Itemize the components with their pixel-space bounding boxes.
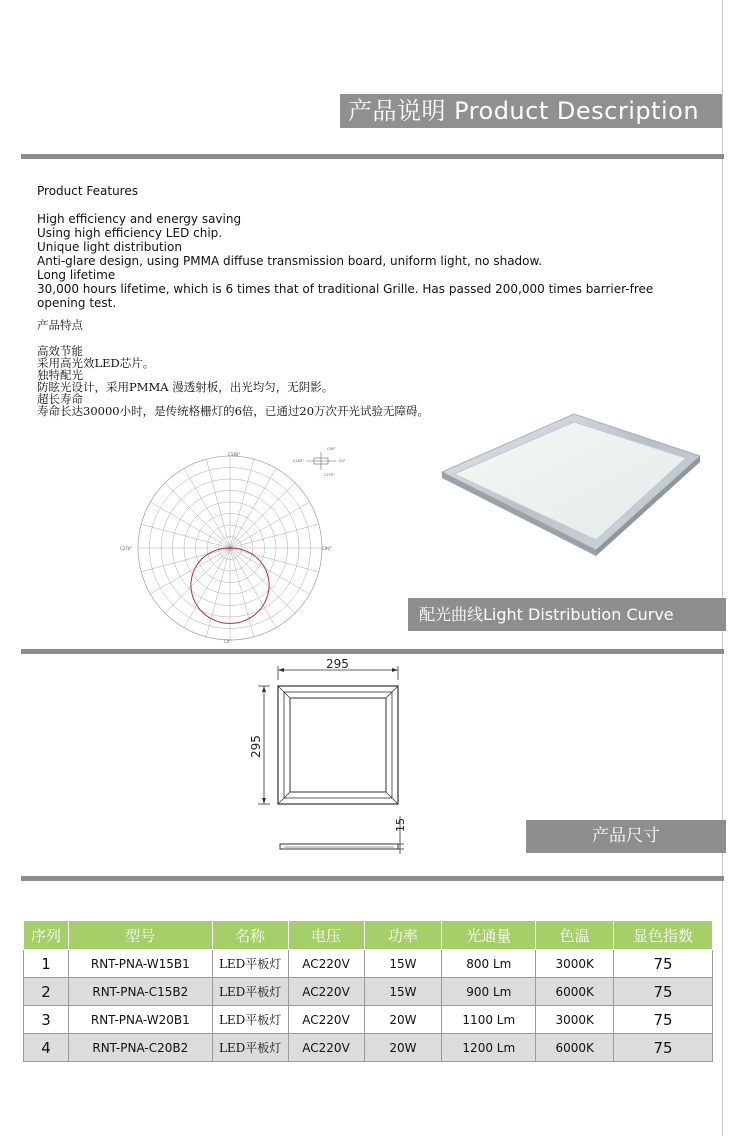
cell-model: RNT-PNA-W20B1 (68, 1006, 212, 1034)
polar-spoke (230, 502, 310, 548)
col-header: 色温 (536, 921, 614, 950)
cell-power: 15W (364, 978, 442, 1006)
cell-model: RNT-PNA-W15B1 (68, 950, 212, 978)
product-size-label: 产品尺寸 (526, 820, 726, 853)
polar-label-left: C270° (120, 546, 133, 551)
cell-cct: 6000K (536, 1034, 614, 1062)
legend-label-top: C90° (327, 447, 336, 451)
table-row (24, 1006, 713, 1034)
polar-spoke (150, 502, 230, 548)
cell-power: 20W (364, 1006, 442, 1034)
cell-cri: 75 (614, 1034, 713, 1062)
cell-name: LED平板灯 (212, 1006, 288, 1034)
legend-label-bottom: C270° (324, 473, 335, 477)
feature-line: High efficiency and energy saving (37, 212, 242, 226)
polar-spoke (230, 548, 319, 572)
feature-cn-line: 高效节能 (37, 344, 83, 358)
col-header: 名称 (212, 921, 288, 950)
cell-seq: 4 (24, 1034, 69, 1062)
col-header: 电压 (288, 921, 364, 950)
polar-spoke (230, 459, 254, 548)
features-cn (37, 319, 497, 417)
divider (21, 649, 724, 654)
cell-power: 15W (364, 950, 442, 978)
cell-cri: 75 (614, 950, 713, 978)
polar-spoke (230, 548, 310, 594)
cell-cri: 75 (614, 1006, 713, 1034)
feature-cn-line: 采用高光效LED芯片。 (37, 356, 155, 370)
polar-distribution-chart (120, 440, 390, 650)
cell-cct: 3000K (536, 950, 614, 978)
cell-name: LED平板灯 (212, 1034, 288, 1062)
feature-cn-line: 超长寿命 (37, 392, 83, 406)
spec-table (23, 920, 713, 1062)
cell-name: LED平板灯 (212, 950, 288, 978)
cell-voltage: AC220V (288, 978, 364, 1006)
feature-cn-line: 寿命长达30000小时，是传统格栅灯的6倍，已通过20万次开光试验无障碍。 (37, 404, 430, 418)
cell-model: RNT-PNA-C15B2 (68, 978, 212, 1006)
cell-cri: 75 (614, 978, 713, 1006)
cell-seq: 3 (24, 1006, 69, 1034)
cell-flux: 1100 Lm (442, 1006, 536, 1034)
feature-line: Long lifetime (37, 268, 116, 282)
cell-power: 20W (364, 1034, 442, 1062)
cell-voltage: AC220V (288, 1034, 364, 1062)
col-header: 序列 (24, 921, 69, 950)
col-header: 功率 (364, 921, 442, 950)
polar-spoke (230, 468, 276, 548)
feature-cn-line: 防眩光设计，采用PMMA 漫透射板，出光均匀，无阴影。 (37, 380, 334, 394)
cell-flux: 900 Lm (442, 978, 536, 1006)
panel-light-photo (430, 384, 706, 590)
table-header-row (24, 921, 713, 950)
cell-cct: 3000K (536, 1006, 614, 1034)
polar-spoke (165, 483, 230, 548)
feature-line: Unique light distribution (37, 240, 182, 254)
feature-line: Anti-glare design, using PMMA diffuse transmission board, uniform light, no shadow. (37, 254, 543, 268)
cell-model: RNT-PNA-C20B2 (68, 1034, 212, 1062)
feature-line: Using high efficiency LED chip. (37, 226, 223, 240)
col-header: 型号 (68, 921, 212, 950)
polar-spoke (141, 524, 230, 548)
cell-name: LED平板灯 (212, 978, 288, 1006)
table-row (24, 950, 713, 978)
polar-spoke (230, 548, 295, 613)
cell-flux: 1200 Lm (442, 1034, 536, 1062)
polar-label-bottom: C0° (224, 639, 232, 644)
legend-label-right: C0° (339, 459, 346, 463)
polar-spoke (184, 468, 230, 548)
divider (21, 876, 724, 881)
cell-voltage: AC220V (288, 950, 364, 978)
polar-spoke (230, 483, 295, 548)
col-header: 显色指数 (614, 921, 713, 950)
cell-seq: 1 (24, 950, 69, 978)
polar-label-top: C180° (228, 452, 241, 457)
divider (21, 154, 724, 159)
light-distribution-label: 配光曲线Light Distribution Curve (408, 598, 726, 631)
table-row (24, 1034, 713, 1062)
table-row (24, 978, 713, 1006)
right-edge-line (722, 0, 723, 1136)
dim-width: 295 (326, 657, 349, 671)
cell-voltage: AC220V (288, 1006, 364, 1034)
feature-line: 30,000 hours lifetime, which is 6 times that of traditional Grille. Has passed 200,000 times barrier-free opening test. (37, 282, 654, 310)
page-title: 产品说明 Product Description (340, 94, 722, 128)
dimension-drawing (240, 656, 420, 856)
polar-spoke (206, 459, 230, 548)
cell-seq: 2 (24, 978, 69, 1006)
dim-thickness: 15 (394, 818, 407, 832)
dim-height: 295 (249, 735, 263, 758)
features-cn-heading: 产品特点 (37, 318, 83, 332)
col-header: 光通量 (442, 921, 536, 950)
features-en (37, 184, 687, 310)
polar-spoke (150, 548, 230, 594)
feature-cn-line: 独特配光 (37, 368, 83, 382)
polar-spoke (141, 548, 230, 572)
features-heading: Product Features (37, 184, 138, 198)
cell-cct: 6000K (536, 978, 614, 1006)
cell-flux: 800 Lm (442, 950, 536, 978)
polar-label-right: C90° (322, 546, 332, 551)
polar-spoke (165, 548, 230, 613)
legend-label-left: C180° (293, 459, 304, 463)
polar-spoke (230, 524, 319, 548)
